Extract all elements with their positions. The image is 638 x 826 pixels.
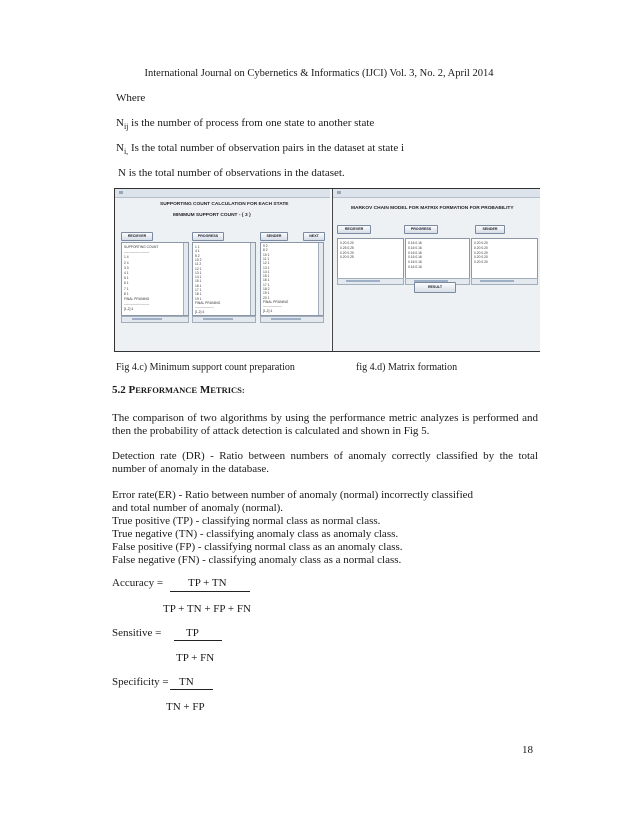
- horizontal-scrollbar[interactable]: [192, 316, 256, 323]
- paragraph-comparison: The comparison of two algorithms by using the performance metric analyzes is performed and then the probability of attack detection is calculated and shown in Fig 5.: [112, 412, 538, 437]
- panel-text-line: -----------------------: [124, 250, 150, 255]
- scroll-thumb[interactable]: [271, 318, 301, 320]
- ni-definition: [116, 142, 404, 155]
- caption-fig-4c: Fig 4.c) Minimum support count preparation: [116, 362, 295, 373]
- panel-text-line: 19 1: [263, 291, 270, 296]
- window-subtitle: MINIMUM SUPPORT COUNT - { 3 }: [173, 213, 251, 218]
- panel-text-line: 17 1: [263, 282, 270, 287]
- panel-text-line: 0.20 0.20: [340, 250, 354, 255]
- reciever-button[interactable]: RECIEVER: [121, 232, 153, 241]
- running-header: International Journal on Cybernetics & Informatics (IJCI) Vol. 3, No. 2, April 2014: [144, 68, 494, 79]
- next-button[interactable]: NEXT: [303, 232, 325, 241]
- panel-text-line: [1,2] 4: [124, 307, 134, 312]
- progress-output-panel[interactable]: [192, 242, 256, 316]
- panel-text-line: 13 1: [263, 265, 270, 270]
- panel-text-line: 13 1: [195, 270, 202, 275]
- panel-text-line: 14 1: [263, 269, 270, 274]
- panel-text-line: 20 1: [263, 295, 270, 300]
- definition-line: True positive (TP) - classifying normal class as normal class.: [112, 515, 381, 527]
- n-definition: N is the total number of observations in the dataset.: [118, 167, 345, 179]
- caption-fig-4d: fig 4.d) Matrix formation: [356, 362, 458, 373]
- panel-text-line: 0.20 0.20: [474, 245, 488, 250]
- scroll-thumb[interactable]: [203, 318, 233, 320]
- sender-button[interactable]: SENDER: [260, 232, 288, 241]
- section-title-etrics: ETRICS:: [210, 385, 245, 395]
- vertical-scrollbar[interactable]: [318, 243, 323, 315]
- panel-text-line: 1 1: [195, 245, 200, 249]
- panel-text-line: 16 1: [263, 278, 270, 283]
- panel-text-line: 4 1: [124, 271, 129, 275]
- panel-text-line: 5 1: [124, 276, 129, 281]
- ni-subscript: i,: [123, 147, 129, 156]
- panel-text-line: 19 1: [195, 296, 202, 301]
- vertical-scrollbar[interactable]: [183, 243, 188, 315]
- scroll-thumb[interactable]: [132, 318, 162, 320]
- panel-text-line: 15 1: [195, 279, 202, 284]
- panel-text-line: 0.20 0.20: [474, 260, 488, 265]
- panel-text-line: 0.16 0.16: [408, 255, 422, 260]
- sender-button[interactable]: SENDER: [475, 225, 505, 234]
- panel-text-line: 18 1: [195, 292, 202, 297]
- receiver-output-panel[interactable]: [121, 242, 189, 316]
- panel-text-line: 12 1: [195, 266, 202, 271]
- accuracy-fraction-bar: [170, 591, 250, 592]
- panel-text-line: 0.16 0.16: [408, 250, 422, 255]
- definition-line: and total number of anomaly (normal).: [112, 502, 284, 514]
- sensitive-fraction-bar: [174, 640, 222, 641]
- sender-matrix-panel[interactable]: [471, 238, 538, 279]
- section-title-p: P: [128, 384, 136, 396]
- result-button[interactable]: RESULT: [414, 282, 456, 293]
- panel-text-line: 15 1: [263, 274, 270, 279]
- figure-screenshots: [114, 188, 540, 352]
- panel-text-line: 5 2: [195, 253, 200, 258]
- vertical-scrollbar[interactable]: [250, 243, 255, 315]
- panel-text-line: 0.20 0.25: [340, 255, 354, 260]
- progress-matrix-panel[interactable]: [405, 238, 470, 279]
- panel-text-line: 18 2: [263, 287, 270, 291]
- nij-subscript: ij: [123, 122, 129, 131]
- panel-text-line: FINAL PRUNING: [195, 300, 221, 305]
- panel-text-line: 2 4: [124, 260, 129, 265]
- horizontal-scrollbar[interactable]: [121, 316, 189, 323]
- ni-symbol: N: [116, 142, 124, 154]
- window-icon: [119, 191, 123, 194]
- panel-text-line: 11 2: [195, 262, 202, 267]
- panel-text-line: 1 4: [124, 255, 129, 260]
- section-heading: [112, 384, 245, 396]
- panel-text-line: 16 1: [195, 283, 202, 288]
- receiver-matrix-panel[interactable]: [337, 238, 404, 279]
- specificity-numerator: TN: [179, 676, 194, 688]
- panel-text-line: 0.16 0.16: [408, 245, 422, 250]
- support-count-window: [115, 189, 330, 351]
- section-number: 5.2: [112, 384, 126, 396]
- accuracy-label: Accuracy =: [112, 577, 164, 589]
- section-title-erformance: ERFORMANCE: [135, 385, 198, 395]
- panel-text-line: 10 1: [263, 252, 270, 257]
- panel-text-line: 0.20 0.20: [474, 250, 488, 255]
- nij-text: is the number of process from one state to another state: [131, 117, 375, 129]
- panel-text-line: 0.20 0.20: [340, 241, 354, 245]
- definition-line: False negative (FN) - classifying anomaly class as a normal class.: [112, 554, 402, 566]
- progress-button[interactable]: PROGRESS: [404, 225, 438, 234]
- window-icon: [337, 191, 341, 194]
- panel-text-line: 4 1: [195, 249, 200, 254]
- nij-symbol: N: [116, 117, 124, 129]
- panel-text-line: 3 3: [124, 265, 129, 270]
- reciever-button[interactable]: RECIEVER: [337, 225, 371, 234]
- panel-text-line: 0.25 0.25: [340, 245, 354, 250]
- panel-text-line: SUPPORTING COUNT: [124, 245, 159, 249]
- sensitive-label: Sensitive =: [112, 627, 162, 639]
- panel-text-line: 8 2: [263, 248, 268, 253]
- panel-text-line: 11 1: [263, 256, 270, 261]
- horizontal-scrollbar[interactable]: [260, 316, 324, 323]
- horizontal-scrollbar[interactable]: [337, 278, 404, 285]
- panel-text-line: 7 1: [124, 286, 129, 291]
- accuracy-numerator: TP + TN: [188, 577, 227, 589]
- specificity-denominator: TN + FP: [166, 701, 205, 713]
- panel-text-line: 9 2: [263, 244, 268, 248]
- panel-text-line: 0.16 0.16: [408, 265, 422, 269]
- panel-text-line: FINAL PRUNING: [263, 299, 289, 304]
- window-title: SUPPORTING COUNT CALCULATION FOR EACH STATE: [160, 202, 289, 207]
- panel-text-line: 0.20 0.20: [474, 255, 488, 260]
- definition-line: True negative (TN) - classifying anomaly class as anomaly class.: [112, 528, 399, 540]
- panel-text-line: 0.20 0.20: [474, 241, 488, 245]
- panel-text-line: -----------------: [263, 304, 282, 309]
- specificity-label: Specificity =: [112, 676, 169, 688]
- definition-line: Error rate(ER) - Ratio between number of anomaly (normal) incorrectly classified: [112, 489, 474, 501]
- panel-text-line: 8 1: [124, 291, 129, 296]
- panel-text-line: 10 2: [195, 257, 202, 262]
- window-titlebar: [115, 189, 330, 198]
- definition-line: False positive (FP) - classifying normal class as an anomaly class.: [112, 541, 403, 553]
- panel-text-line: FINAL PRUNING: [124, 297, 150, 301]
- scroll-thumb[interactable]: [346, 280, 380, 282]
- panel-text-line: -----------------------: [124, 302, 150, 307]
- scroll-thumb[interactable]: [480, 280, 514, 282]
- nij-definition: [116, 117, 374, 130]
- progress-button[interactable]: PROGRESS: [192, 232, 224, 241]
- specificity-fraction-bar: [170, 689, 213, 690]
- page-number: 18: [522, 744, 533, 756]
- panel-text-line: 6 1: [124, 281, 129, 286]
- window-title: MARKOV CHAIN MODEL FOR MATRIX FORMATION FOR PROBABILITY: [351, 206, 514, 211]
- ni-text: Is the total number of observation pairs in the dataset at state i: [130, 142, 405, 154]
- panel-text-line: -----------------: [195, 305, 214, 310]
- panel-text-line: 0.16 0.16: [408, 260, 422, 265]
- horizontal-scrollbar[interactable]: [471, 278, 538, 285]
- panel-text-line: 17 1: [195, 288, 202, 292]
- sender-output-panel[interactable]: [260, 242, 324, 316]
- panel-text-line: [1,2] 4: [195, 309, 205, 314]
- sensitive-numerator: TP: [186, 627, 199, 639]
- panel-text-line: 0.16 0.16: [408, 241, 422, 245]
- sensitive-denominator: TP + FN: [176, 652, 215, 664]
- section-title-m: M: [199, 384, 211, 396]
- panel-text-line: 12 1: [263, 261, 270, 266]
- where-label: Where: [116, 92, 146, 104]
- window-titlebar: [333, 189, 540, 198]
- markov-matrix-window: [332, 189, 540, 351]
- paragraph-detection-rate: Detection rate (DR) - Ratio between numbers of anomaly correctly classified by the total number of anomaly in the database.: [112, 450, 538, 475]
- panel-text-line: [1,2] 4: [263, 308, 273, 313]
- accuracy-denominator: TP + TN + FP + FN: [163, 603, 251, 615]
- panel-text-line: 14 1: [195, 275, 202, 280]
